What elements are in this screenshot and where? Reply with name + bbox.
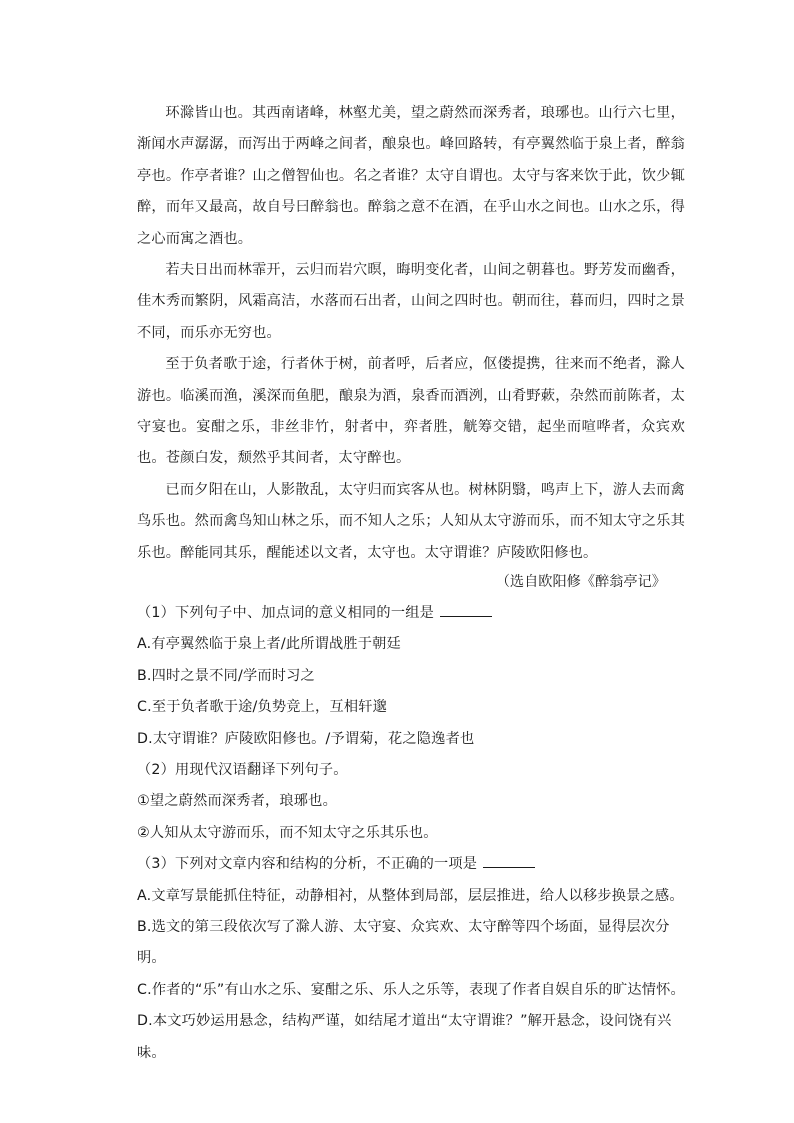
passage-paragraph-2: 若夫日出而林霏开，云归而岩穴暝，晦明变化者，山间之朝暮也。野芳发而幽香，佳木秀而繁阴，风霜高洁，水落而石出者，山间之四时也。朝而往，暮而归，四时之景不同，而乐亦无穷也。: [137, 262, 685, 341]
question-3-option-c: C.作者的“乐”有山水之乐、宴酣之乐、乐人之乐等，表现了作者自娱自乐的旷达情怀。: [137, 981, 685, 998]
answer-blank-3[interactable]: [483, 849, 535, 868]
question-3-option-d: D.本文巧妙运用悬念，结构严谨，如结尾才道出“太守谓谁？”解开悬念，设问饶有兴味。: [137, 1013, 672, 1061]
question-3-text: （3）下列对文章内容和结构的分析，不正确的一项是: [137, 856, 478, 873]
question-3-stem: [137, 849, 685, 880]
question-1-option-b: B.四时之景不同/学而时习之: [137, 667, 315, 684]
question-1-option-d: D.太守谓谁？庐陵欧阳修也。/予谓菊，花之隐逸者也: [137, 730, 475, 747]
question-2-item-2: ②人知从太守游而乐，而不知太守之乐其乐也。: [137, 824, 438, 841]
passage-paragraph-1: 环滁皆山也。其西南诸峰，林壑尤美，望之蔚然而深秀者，琅琊也。山行六七里，渐闻水声潺潺，而泻出于两峰之间者，酿泉也。峰回路转，有亭翼然临于泉上者，醉翁亭也。作亭者谁？山之僧智仙也。名之者谁？太守自谓也。太守与客来饮于此，饮少辄醉，而年又最高，故自号曰醉翁也。醉翁之意不在酒，在乎山水之间也。山水之乐，得之心而寓之酒也。: [137, 105, 685, 247]
question-2-item-1: ①望之蔚然而深秀者，琅琊也。: [137, 793, 337, 810]
question-2-stem: （2）用现代汉语翻译下列句子。: [137, 762, 348, 779]
passage-source: （选自欧阳修《醉翁亭记》: [495, 574, 666, 590]
question-3-option-a: A.文章写景能抓住特征，动静相衬，从整体到局部，层层推进，给人以移步换景之感。: [137, 887, 684, 904]
question-3-option-b: B.选文的第三段依次写了滁人游、太守宴、众宾欢、太守醉等四个场面，显得层次分明。: [137, 919, 670, 967]
question-1-option-c: C.至于负者歌于途/负势竞上，互相轩邈: [137, 699, 387, 716]
question-1-text: （1）下列句子中、加点词的意义相同的一组是: [137, 605, 434, 621]
answer-blank-1[interactable]: [440, 598, 492, 617]
passage: [137, 98, 685, 569]
question-1-stem: [137, 598, 685, 629]
passage-paragraph-4: 已而夕阳在山，人影散乱，太守归而宾客从也。树林阴翳，鸣声上下，游人去而禽鸟乐也。然而禽鸟知山林之乐，而不知人之乐；人知从太守游而乐，而不知太守之乐其乐也。醉能同其乐，醒能述以文者，太守也。太守谓谁？庐陵欧阳修也。: [137, 481, 685, 561]
questions: [137, 598, 685, 1069]
passage-paragraph-3: 至于负者歌于途，行者休于树，前者呼，后者应，伛偻提携，往来而不绝者，滁人游也。临溪而渔，溪深而鱼肥，酿泉为酒，泉香而酒洌，山肴野蔌，杂然而前陈者，太守宴也。宴酣之乐，非丝非竹，射者中，弈者胜，觥筹交错，起坐而喧哗者，众宾欢也。苍颜白发，颓然乎其间者，太守醉也。: [137, 356, 685, 467]
question-1-option-a: A.有亭翼然临于泉上者/此所谓战胜于朝廷: [137, 636, 401, 653]
